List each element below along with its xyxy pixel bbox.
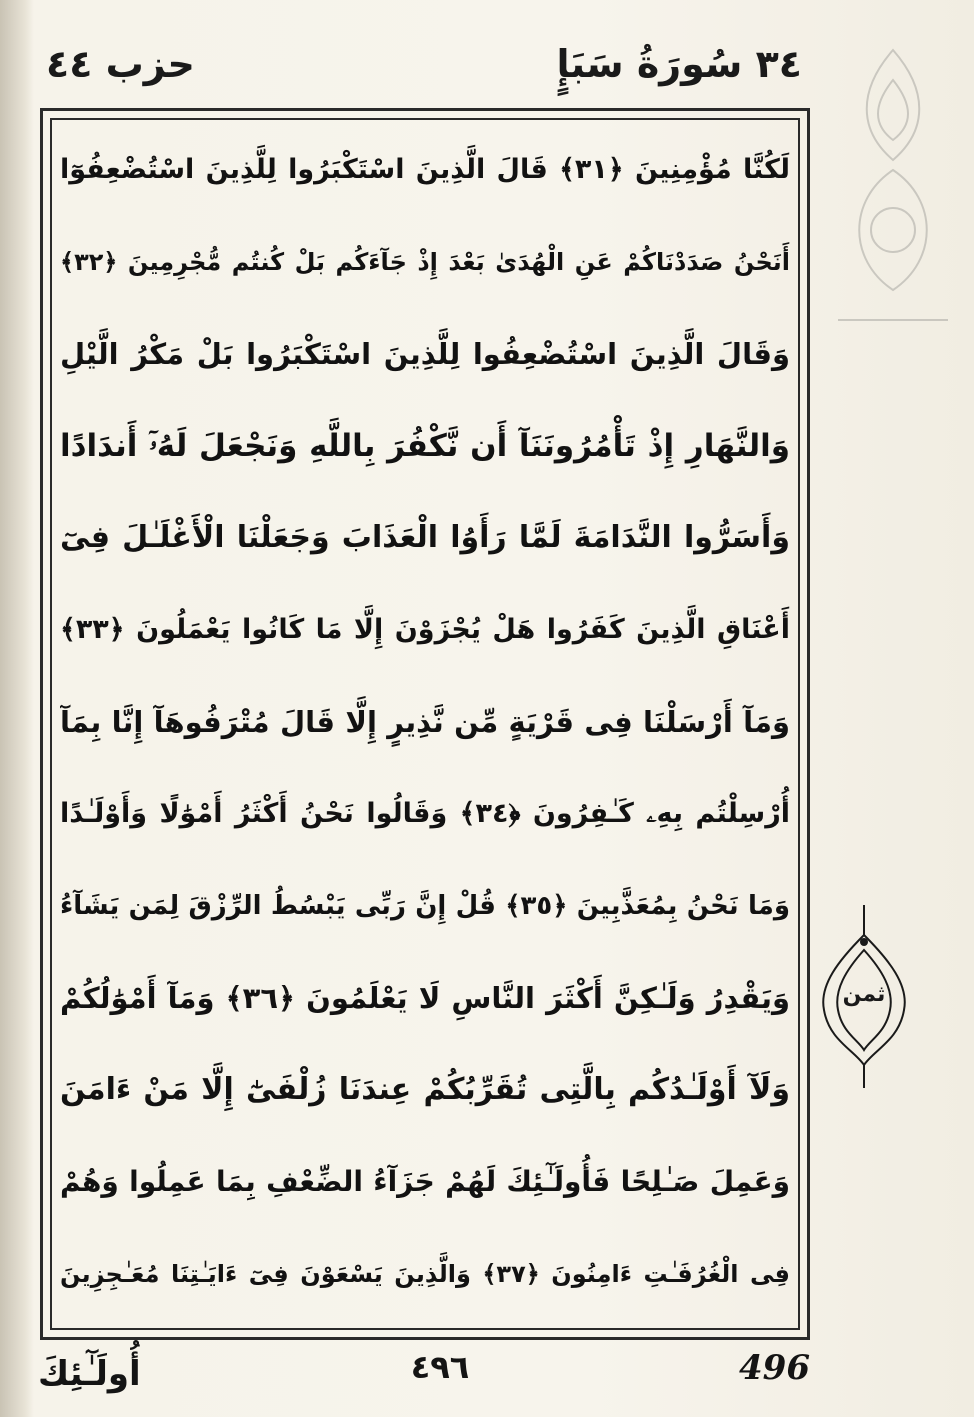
catchword: أُولَـٰٓئِكَ: [38, 1354, 141, 1394]
thumun-marker: [814, 900, 914, 1090]
page-number-latin: 496: [739, 1348, 810, 1388]
text-line-5: وَأَسَرُّوا النَّدَامَةَ لَمَّا رَأَوُا الْعَذَابَ وَجَعَلْنَا الْأَغْلَـٰلَ فِىٓ: [60, 520, 790, 555]
page-number-arabic: ٤٩٦: [410, 1348, 470, 1386]
text-line-10: وَيَقْدِرُ وَلَـٰكِنَّ أَكْثَرَ النَّاسِ لَا يَعْلَمُونَ ﴿٣٦﴾ وَمَآ أَمْوَٰلُكُمْ: [60, 981, 790, 1015]
text-line-2: أَنَحْنُ صَدَدْنَاكُمْ عَنِ الْهُدَىٰ بَعْدَ إِذْ جَآءَكُم بَلْ كُنتُم مُّجْرِمِينَ ﴿٣٢﴾: [60, 248, 790, 276]
text-line-9: وَمَا نَحْنُ بِمُعَذَّبِينَ ﴿٣٥﴾ قُلْ إِنَّ رَبِّى يَبْسُطُ الرِّزْقَ لِمَن يَشَآءُ: [60, 891, 790, 921]
binding-shadow: [0, 0, 34, 1417]
margin-decoration-icon: [818, 40, 968, 340]
surah-title: ٣٤ سُورَةُ سَبَإٍ: [556, 42, 802, 86]
text-line-6: أَعْنَاقِ الَّذِينَ كَفَرُوا هَلْ يُجْزَوْنَ إِلَّا مَا كَانُوا يَعْمَلُونَ ﴿٣٣﴾: [60, 614, 790, 645]
thumun-label: ثمن: [842, 982, 886, 1007]
page-header: [40, 40, 810, 100]
quran-text-block: [60, 130, 790, 1320]
page-footer: [0, 1340, 974, 1417]
text-line-12: وَعَمِلَ صَـٰلِحًا فَأُولَـٰٓئِكَ لَهُمْ جَزَآءُ الضِّعْفِ بِمَا عَمِلُوا وَهُمْ: [60, 1165, 790, 1198]
text-line-11: وَلَآ أَوْلَـٰدُكُم بِالَّتِى تُقَرِّبُكُمْ عِندَنَا زُلْفَىٰٓ إِلَّا مَنْ ءَامَنَ: [60, 1072, 790, 1107]
text-line-4: وَالنَّهَارِ إِذْ تَأْمُرُونَنَآ أَن نَّكْفُرَ بِاللَّهِ وَنَجْعَلَ لَهُۥٓ أَندَادًا: [60, 428, 790, 464]
text-line-8: أُرْسِلْتُم بِهِۦ كَـٰفِرُونَ ﴿٣٤﴾ وَقَالُوا نَحْنُ أَكْثَرُ أَمْوَٰلًا وَأَوْلَـٰدًا: [60, 798, 790, 829]
text-line-3: وَقَالَ الَّذِينَ اسْتُضْعِفُوا لِلَّذِينَ اسْتَكْبَرُوا بَلْ مَكْرُ الَّيْلِ: [60, 337, 790, 371]
hizb-label: حزب ٤٤: [46, 42, 195, 86]
text-line-7: وَمَآ أَرْسَلْنَا فِى قَرْيَةٍ مِّن نَّذِيرٍ إِلَّا قَالَ مُتْرَفُوهَآ إِنَّا بِمَآ: [60, 705, 790, 739]
text-line-13: فِى الْغُرُفَـٰتِ ءَامِنُونَ ﴿٣٧﴾ وَالَّذِينَ يَسْعَوْنَ فِىٓ ءَايَـٰتِنَا مُعَـٰجِزِينَ: [60, 1260, 790, 1288]
text-line-1: لَكُنَّا مُؤْمِنِينَ ﴿٣١﴾ قَالَ الَّذِينَ اسْتَكْبَرُوا لِلَّذِينَ اسْتُضْعِفُوٓا: [60, 154, 790, 185]
